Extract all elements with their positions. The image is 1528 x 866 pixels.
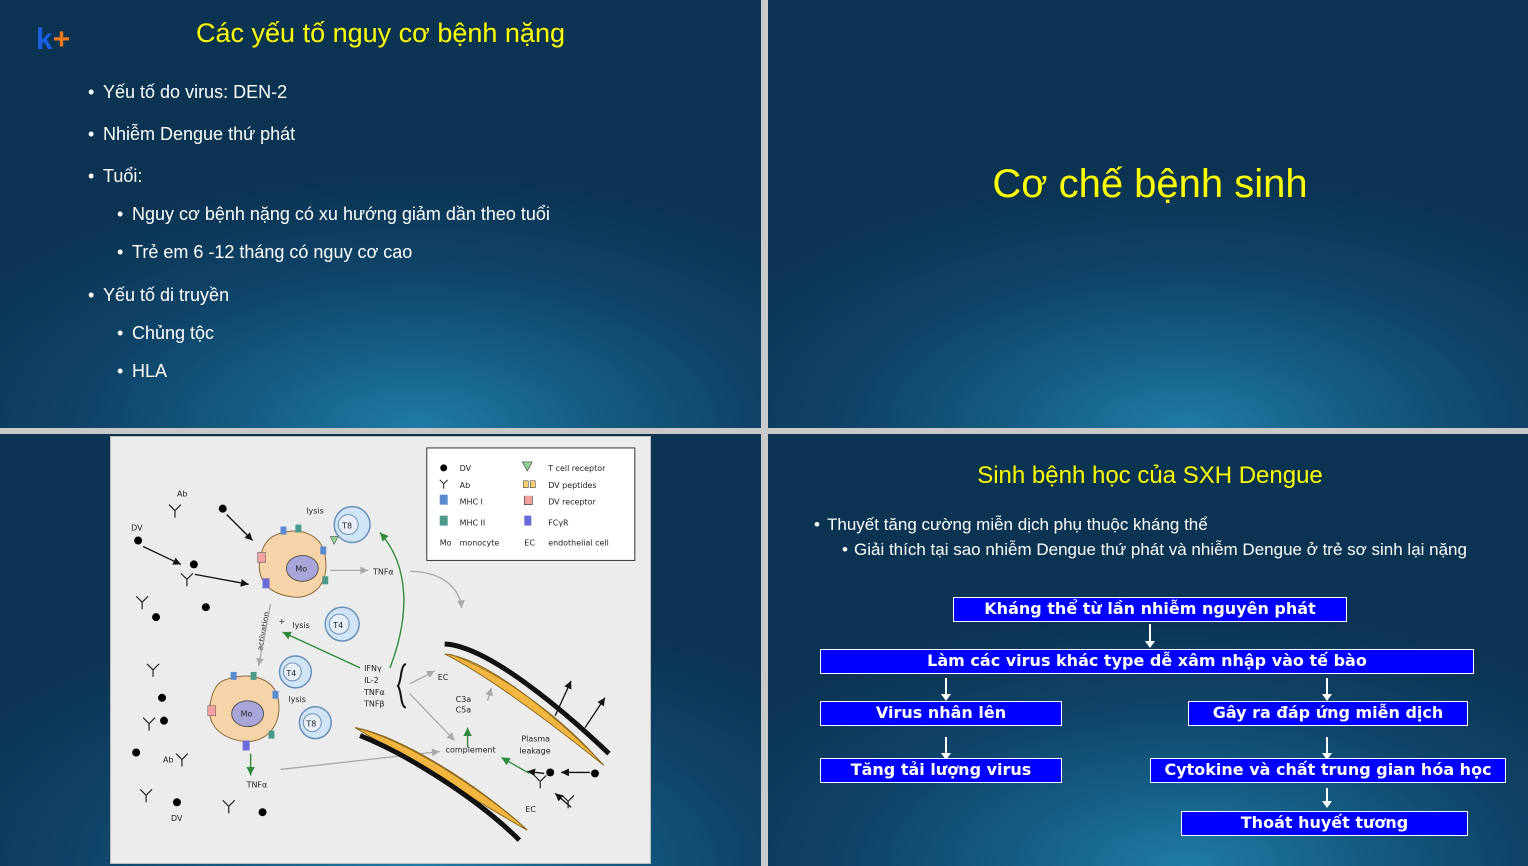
svg-text:Mo: Mo xyxy=(295,564,308,574)
svg-text:Plasma: Plasma xyxy=(521,734,550,744)
svg-text:TNFα: TNFα xyxy=(373,567,394,577)
svg-text:leakage: leakage xyxy=(519,746,551,756)
svg-text:TNFβ: TNFβ xyxy=(364,699,385,709)
svg-text:IFNγ: IFNγ xyxy=(364,663,382,673)
sub-bullet-item: • Chủng tộc xyxy=(117,323,215,343)
flow-box-cytokines: Cytokine và chất trung gian hóa học xyxy=(1150,758,1506,783)
sub-bullet-item: • Trẻ em 6 -12 tháng có nguy cơ cao xyxy=(117,242,413,262)
slide-title: Cơ chế bệnh sinh xyxy=(992,162,1308,206)
svg-text:lysis: lysis xyxy=(292,621,310,631)
svg-text:TNFα: TNFα xyxy=(364,687,385,697)
bullet-item: • Tuổi: xyxy=(88,166,143,186)
svg-text:DV: DV xyxy=(131,523,143,533)
slide-title: Các yếu tố nguy cơ bệnh nặng xyxy=(196,18,565,48)
svg-text:Ab: Ab xyxy=(459,480,471,490)
slide-risk-factors xyxy=(0,0,761,428)
svg-text:TNFα: TNFα xyxy=(246,780,268,790)
flow-box-virus-entry: Làm các virus khác type dễ xâm nhập vào tế bào xyxy=(820,649,1474,674)
svg-text:C3a: C3a xyxy=(455,694,472,704)
svg-text:endothelial cell: endothelial cell xyxy=(548,538,609,548)
t4-cell-bottom xyxy=(279,656,311,688)
svg-text:monocyte: monocyte xyxy=(459,538,500,548)
kplus-logo: k+ xyxy=(36,23,71,56)
svg-text:T8: T8 xyxy=(342,521,353,531)
svg-text:Ab: Ab xyxy=(163,755,174,765)
svg-text:DV receptor: DV receptor xyxy=(548,497,596,507)
svg-text:FCγR: FCγR xyxy=(548,518,569,528)
arrow-down xyxy=(1326,737,1328,754)
bullet-item: • Thuyết tăng cường miễn dịch phụ thuộc kháng thể xyxy=(814,515,1208,534)
svg-text:DV: DV xyxy=(170,814,183,824)
sub-bullet-item: • Nguy cơ bệnh nặng có xu hướng giảm dần theo tuổi xyxy=(117,204,550,224)
svg-text:DV peptides: DV peptides xyxy=(548,480,597,490)
bullet-item: • Yếu tố do virus: DEN-2 xyxy=(88,82,288,102)
slide-dengue-pathophysiology xyxy=(768,434,1528,866)
arrow-down xyxy=(945,737,947,754)
slide-title: Sinh bệnh học của SXH Dengue xyxy=(977,462,1323,489)
t4-cell-top xyxy=(325,607,359,641)
slide-pathogenesis-diagram xyxy=(0,434,761,866)
svg-text:complement: complement xyxy=(445,745,496,755)
svg-text:+: + xyxy=(278,617,286,627)
svg-text:EC: EC xyxy=(524,538,535,548)
svg-text:T cell receptor: T cell receptor xyxy=(548,463,606,473)
bullet-item: • Nhiễm Dengue thứ phát xyxy=(88,124,296,144)
svg-text:T4: T4 xyxy=(286,668,297,678)
svg-text:Mo: Mo xyxy=(439,538,452,548)
svg-text:EC: EC xyxy=(525,805,536,815)
diagram-canvas xyxy=(111,437,650,863)
immunology-diagram xyxy=(110,436,651,864)
sub-bullet-item: • Giải thích tại sao nhiễm Dengue thứ phát và nhiễm Dengue ở trẻ sơ sinh lại nặng xyxy=(842,540,1467,559)
sub-bullet-item: • HLA xyxy=(117,361,168,381)
svg-text:MHC I: MHC I xyxy=(459,497,483,507)
arrow-down xyxy=(945,678,947,695)
flow-box-virus-replication: Virus nhân lên xyxy=(820,701,1062,726)
svg-text:Mo: Mo xyxy=(240,709,253,719)
svg-text:Ab: Ab xyxy=(176,489,188,499)
monocyte-bottom xyxy=(208,672,279,751)
svg-text:activation: activation xyxy=(255,610,272,652)
svg-text:EC: EC xyxy=(437,672,449,682)
svg-text:C5a: C5a xyxy=(455,705,472,715)
flow-box-primary-antibody: Kháng thể từ lần nhiễm nguyên phát xyxy=(953,597,1347,622)
svg-text:DV: DV xyxy=(459,463,472,473)
monocyte-top xyxy=(258,525,329,598)
t8-cell-bottom xyxy=(299,707,331,739)
arrow-down xyxy=(1326,788,1328,802)
flow-box-immune-response: Gây ra đáp ứng miễn dịch xyxy=(1188,701,1468,726)
svg-text:T4: T4 xyxy=(333,621,344,631)
diagram-legend xyxy=(427,448,635,560)
svg-text:lysis: lysis xyxy=(288,694,306,704)
t8-cell-top xyxy=(330,507,370,545)
arrow-down xyxy=(1149,624,1151,642)
svg-text:IL-2: IL-2 xyxy=(364,675,379,685)
bullet-item: • Yếu tố di truyền xyxy=(88,285,230,305)
svg-text:lysis: lysis xyxy=(306,506,324,516)
svg-text:MHC II: MHC II xyxy=(459,518,486,528)
flow-box-viral-load: Tăng tải lượng virus xyxy=(820,758,1062,783)
slide-pathogenesis-title xyxy=(768,0,1528,428)
svg-text:T8: T8 xyxy=(306,719,317,729)
endothelium-lower xyxy=(355,728,527,840)
flow-box-plasma-leakage: Thoát huyết tương xyxy=(1181,811,1468,836)
arrow-down xyxy=(1326,678,1328,695)
